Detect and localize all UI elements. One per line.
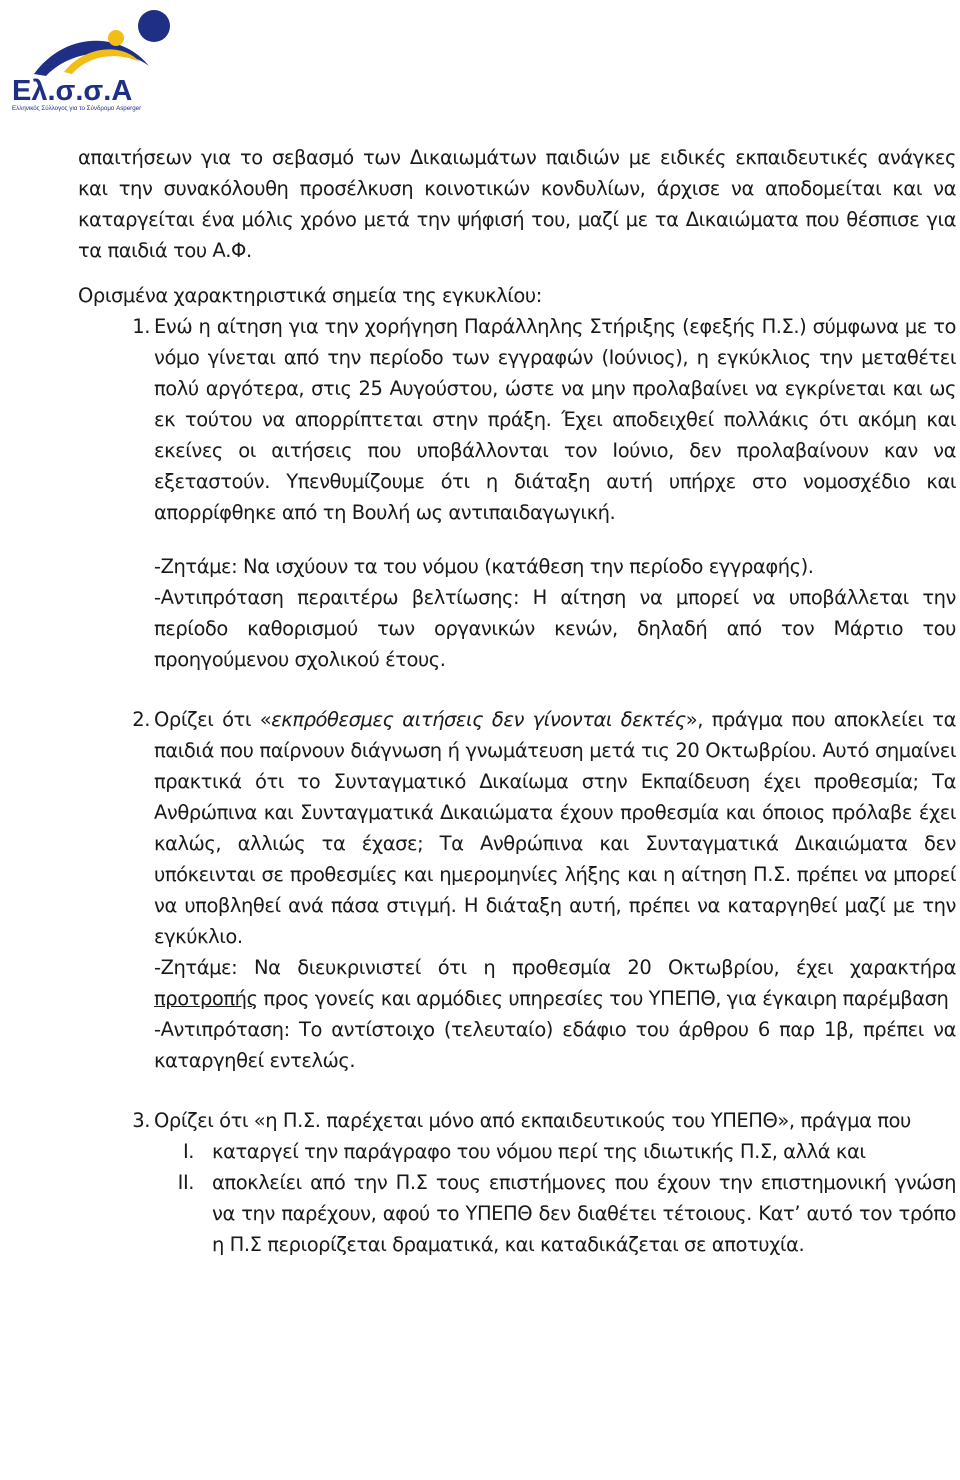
logo-head-blue xyxy=(138,10,170,42)
subitem-number: II. xyxy=(177,1171,194,1194)
elssa-logo xyxy=(4,2,194,114)
item-3-text: Ορίζει ότι «η Π.Σ. παρέχεται μόνο από εκπαιδευτικούς του ΥΠΕΠΘ», πράγμα που xyxy=(154,1109,911,1132)
logo-head-yellow xyxy=(108,30,124,46)
list-item-number: 2. xyxy=(132,708,150,731)
subitem-number: I. xyxy=(182,1140,194,1163)
list-item-2 xyxy=(78,704,956,1076)
item-2-quote: εκπρόθεσμες αιτήσεις δεν γίνονται δεκτές xyxy=(271,708,686,731)
item-1-text: Ενώ η αίτηση για την χορήγηση Παράλληλης Στήριξης (εφεξής Π.Σ.) σύμφωνα με το νόμο γίνεται από την περίοδο των εγγραφών (Ιούνιος), η εγκύκλιος την μεταθέτει πολύ αργότερα, στις 25 Αυγούστου, ώστε να μην προλαβαίνει να εγκρίνεται και ως εκ τούτου να απορρίπτεται στην πράξη. Έχει αποδειχθεί πολλάκις ότι ακόμη και εκείνες οι αιτήσεις που υποβάλλονται τον Ιούνιο, δεν προλαβαίνουν καν να εξεταστούν. Υπενθυμίζουμε ότι η διάταξη αυτή υπήρχε στο νομοσχέδιο και απορρίφθηκε από τη Βουλή ως αντιπαιδαγωγική. xyxy=(154,315,956,524)
intro-paragraph: απαιτήσεων για το σεβασμό των Δικαιωμάτων παιδιών με ειδικές εκπαιδευτικές ανάγκες και την συνακόλουθη προσέλκυση κοινοτικών κονδυλίων, άρχισε να αποδομείται και να καταργείται ένα μόλις χρόνο μετά την ψήφισή του, μαζί με τα Δικαιώματα που θέσπισε για τα παιδιά του Α.Φ. xyxy=(78,146,956,262)
list-item-number: 1. xyxy=(132,315,150,338)
item-2-demand: -Ζητάμε: Να διευκρινιστεί ότι η προθεσμία 20 Οκτωβρίου, έχει χαρακτήρα προτροπής προς γονείς και αρμόδιες υπηρεσίες του ΥΠΕΠΘ, για έγκαιρη παρέμβαση xyxy=(154,956,956,1010)
item-2-counterproposal: -Αντιπρόταση: Το αντίστοιχο (τελευταίο) εδάφιο του άρθρου 6 παρ 1β, πρέπει να καταργηθεί εντελώς. xyxy=(154,1018,956,1072)
item-2-text: Ορίζει ότι «εκπρόθεσμες αιτήσεις δεν γίνονται δεκτές», πράγμα που αποκλείει τα παιδιά που παίρνουν διάγνωση ή γνωμάτευση μετά τις 20 Οκτωβρίου. Αυτό σημαίνει πρακτικά ότι το Συνταγματικό Δικαίωμα στην Εκπαίδευση έχει προθεσμία; Τα Ανθρώπινα και Συνταγματικά Δικαιώματα έχουν προθεσμία και όποιος πρόλαβε έχει καλώς, αλλιώς τα έχασε; Τα Ανθρώπινα και Συνταγματικά Δικαιώματα δεν υπόκεινται σε προθεσμίες και ημερομηνίες λήξης και η αίτηση Π.Σ. πρέπει να μπορεί να υποβληθεί ανά πάσα στιγμή. Η διάταξη αυτή, πρέπει να καταργηθεί μαζί με την εγκύκλιο. xyxy=(154,708,956,948)
subitem-2 xyxy=(154,1167,956,1260)
logo-wordmark: Ελ.σ.σ.Α xyxy=(12,75,133,107)
list-item-1 xyxy=(78,311,956,675)
item-1-demand: -Ζητάμε: Να ισχύουν τα του νόμου (κατάθεση την περίοδο εγγραφής). xyxy=(154,555,814,578)
subitem-1 xyxy=(154,1136,956,1167)
subitem-text: καταργεί την παράγραφο του νόμου περί της ιδιωτικής Π.Σ, αλλά και xyxy=(212,1140,866,1163)
list-item-number: 3. xyxy=(132,1109,150,1132)
section-heading: Ορισμένα χαρακτηριστικά σημεία της εγκυκλίου: xyxy=(78,284,542,307)
logo-subtitle: Ελληνικός Σύλλογος για το Σύνδρομο Asperger xyxy=(12,105,142,112)
document-body xyxy=(78,142,956,1260)
list-item-3 xyxy=(78,1105,956,1260)
item-1-counterproposal: -Αντιπρόταση περαιτέρω βελτίωσης: Η αίτηση να μπορεί να υποβάλλεται την περίοδο καθορισμού των οργανικών κενών, δηλαδή από τον Μάρτιο του προηγούμενου σχολικού έτους. xyxy=(154,586,956,671)
underlined-word: προτροπής xyxy=(154,987,258,1010)
subitem-text: αποκλείει από την Π.Σ τους επιστήμονες που έχουν την επιστημονική γνώση να την παρέχουν, αφού το ΥΠΕΠΘ δεν διαθέτει τέτοιους. Κατ’ αυτό τον τρόπο η Π.Σ περιορίζεται δραματικά, και καταδικάζεται σε αποτυχία. xyxy=(212,1171,956,1256)
